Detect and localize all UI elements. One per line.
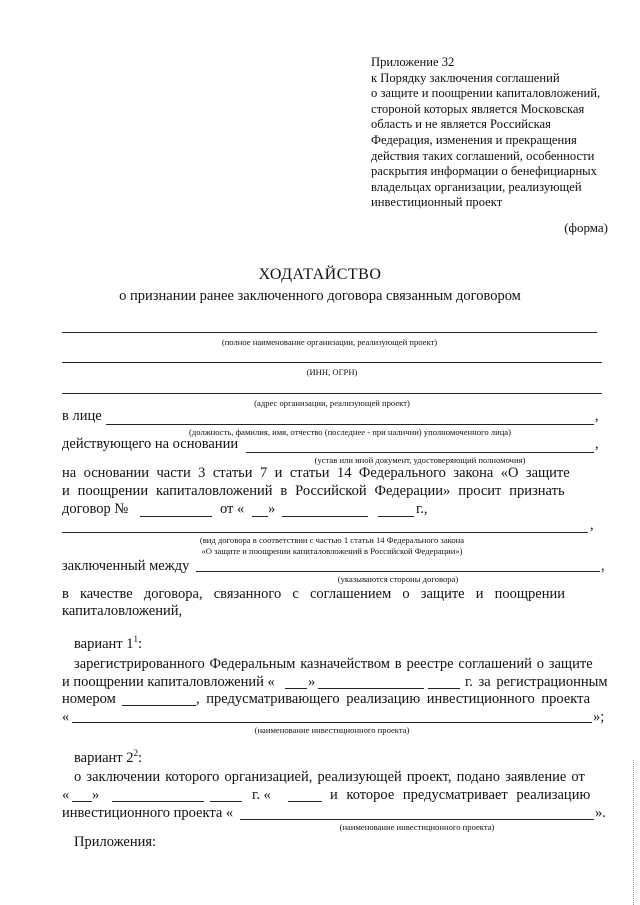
header-line: область и не является Российская bbox=[371, 117, 551, 132]
header-line: инвестиционный проект bbox=[371, 195, 503, 210]
footnote-ref: 2 bbox=[133, 748, 139, 759]
footnote-ref: 1 bbox=[133, 634, 139, 645]
project-name-hint: (наименование инвестиционного проекта) bbox=[254, 725, 410, 735]
document-subtitle: о признании ранее заключенного договора связанным договором bbox=[119, 288, 521, 304]
form-label: (форма) bbox=[564, 220, 608, 235]
application-day-field[interactable] bbox=[72, 801, 92, 802]
v2-line2c: г. « bbox=[252, 787, 271, 803]
quote-close: » bbox=[92, 787, 100, 803]
contract-number-field[interactable] bbox=[140, 516, 212, 517]
header-line: владельцах организации, реализующей bbox=[371, 179, 582, 194]
comma: , bbox=[595, 436, 599, 452]
comma: , bbox=[601, 558, 605, 574]
v1-line3a: номером bbox=[62, 691, 116, 707]
project-name-field[interactable] bbox=[72, 722, 592, 723]
quote-close: » bbox=[308, 674, 316, 690]
project-name-field-2[interactable] bbox=[240, 819, 594, 820]
quote-close-period: ». bbox=[595, 805, 606, 821]
variant2-label: вариант $2^2$: bbox=[74, 748, 143, 766]
quote-open: « bbox=[62, 787, 70, 803]
project-name-hint-2: (наименование инвестиционного проекта) bbox=[339, 822, 495, 832]
comma: , bbox=[590, 517, 594, 533]
contract-year-field[interactable] bbox=[378, 516, 414, 517]
variant1-label: вариант $1^1$: bbox=[74, 634, 143, 652]
variant2-text: вариант 2 bbox=[74, 750, 134, 766]
as-contract-line1: в качестве договора, связанного с соглашением о защите и поощрении bbox=[62, 586, 566, 602]
contract-month-field[interactable] bbox=[282, 516, 368, 517]
parties-hint: (указываются стороны договора) bbox=[337, 574, 459, 584]
position-field[interactable] bbox=[106, 424, 594, 425]
reg-day-field[interactable] bbox=[285, 688, 307, 689]
as-contract-line2: капиталовложений, bbox=[62, 603, 183, 619]
address-hint: (адрес организации, реализующей проект) bbox=[254, 398, 410, 408]
header-line: Федерация, изменения и прекращения bbox=[371, 132, 577, 147]
year-label: г., bbox=[416, 501, 428, 517]
org-name-hint: (полное наименование организации, реализующей проект) bbox=[221, 337, 438, 347]
quote-close-semicolon: »; bbox=[593, 709, 605, 725]
contract-type-hint: «О защите и поощрении капиталовложений в Российской Федерации») bbox=[201, 546, 463, 556]
acting-basis-label: действующего на основании bbox=[62, 436, 239, 452]
reg-year-field[interactable] bbox=[428, 688, 460, 689]
v2-line1: о заключении которого организацией, реализующей проект, подано заявление от bbox=[74, 769, 585, 785]
law-text-line1: на основании части 3 статьи 7 и статьи 14 Федерального закона «О защите bbox=[62, 465, 570, 481]
inn-hint: (ИНН, ОГРН) bbox=[306, 367, 358, 377]
v1-line2c: г. за регистрационным bbox=[465, 674, 608, 690]
in-person-label: в лице bbox=[62, 408, 102, 424]
application-field[interactable] bbox=[288, 801, 322, 802]
variant1-text: вариант 1 bbox=[74, 636, 134, 652]
header-line: стороной которых является Московская bbox=[371, 101, 585, 116]
from-label: от « bbox=[220, 501, 245, 517]
header-line: о защите и поощрении капиталовложений, bbox=[371, 86, 601, 101]
comma: , bbox=[595, 408, 599, 424]
appendix-header bbox=[371, 55, 621, 211]
document-title: ХОДАТАЙСТВО bbox=[258, 266, 382, 283]
application-month-field[interactable] bbox=[112, 801, 204, 802]
v1-line1: зарегистрированного Федеральным казначейством в реестре соглашений о защите bbox=[74, 656, 593, 672]
header-line: Приложение 32 bbox=[371, 55, 455, 69]
v1-line2a: и поощрении капиталовложений « bbox=[62, 674, 275, 690]
contract-no-label: договор № bbox=[62, 501, 129, 517]
quote-close: » bbox=[268, 501, 276, 517]
contract-day-field[interactable] bbox=[252, 516, 268, 517]
address-field[interactable] bbox=[62, 393, 602, 394]
law-text-line2: и поощрении капиталовложений в Российской Федерации» просит признать bbox=[62, 483, 565, 499]
header-line: действия таких соглашений, особенности bbox=[371, 148, 595, 163]
parties-field[interactable] bbox=[196, 571, 600, 572]
v2-line2d: и которое предусматривает реализацию bbox=[330, 787, 591, 803]
application-year-field[interactable] bbox=[210, 801, 242, 802]
contract-type-hint: (вид договора в соответствии с частью 1 статьи 14 Федерального закона bbox=[199, 535, 465, 545]
attachments-label: Приложения: bbox=[74, 834, 157, 850]
basis-hint: (устав или иной документ, удостоверяющий полномочия) bbox=[314, 455, 526, 465]
reg-month-field[interactable] bbox=[318, 688, 424, 689]
org-name-field[interactable] bbox=[62, 332, 597, 333]
v1-line3b: , предусматривающего реализацию инвестиционного проекта bbox=[196, 691, 591, 707]
header-line: к Порядку заключения соглашений bbox=[371, 70, 560, 85]
inn-ogrn-field[interactable] bbox=[62, 362, 602, 363]
header-line: раскрытия информации о бенефициарных bbox=[371, 164, 597, 179]
scan-edge bbox=[633, 760, 640, 905]
contract-type-field[interactable] bbox=[62, 532, 588, 533]
concluded-between-label: заключенный между bbox=[62, 558, 190, 574]
quote-open: « bbox=[62, 709, 70, 725]
basis-field[interactable] bbox=[246, 452, 594, 453]
position-hint: (должность, фамилия, имя, отчество (последнее - при наличии) уполномоченного лица) bbox=[189, 427, 511, 437]
reg-number-field[interactable] bbox=[122, 705, 196, 706]
v2-line3a: инвестиционного проекта « bbox=[62, 805, 234, 821]
